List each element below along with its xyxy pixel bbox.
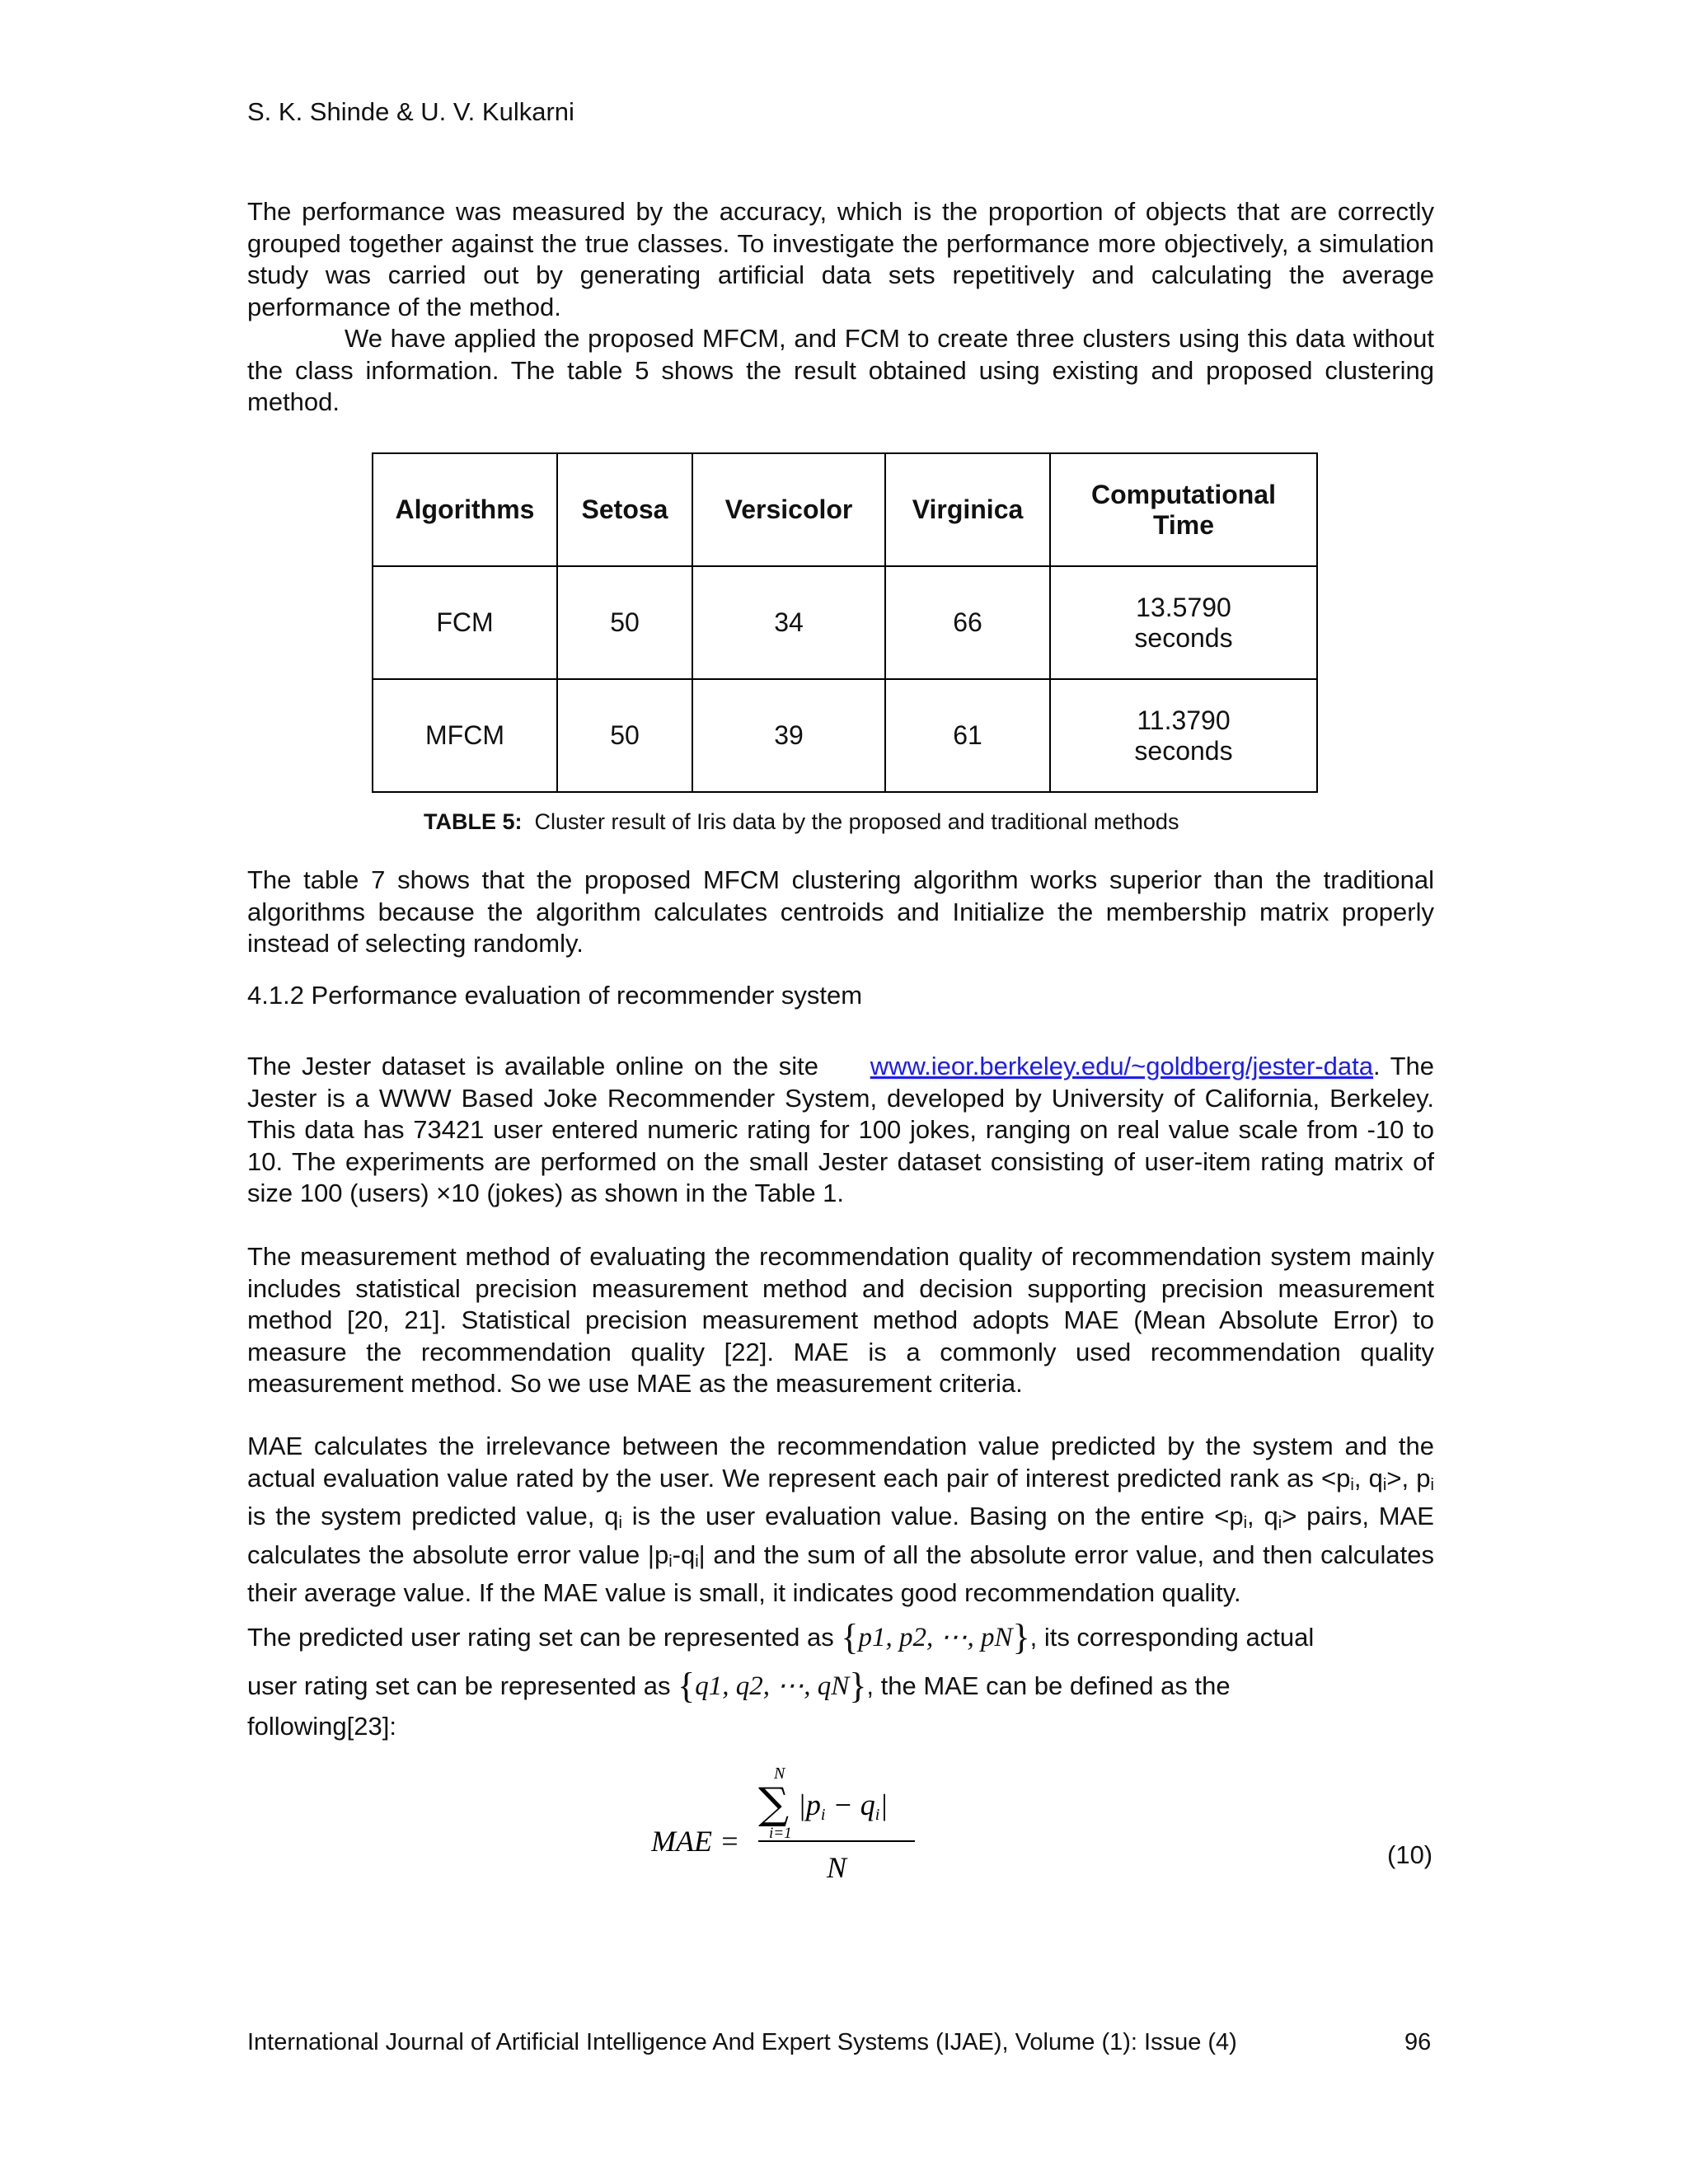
header-setosa: Setosa (557, 453, 692, 566)
running-header: S. K. Shinde & U. V. Kulkarni (247, 97, 574, 126)
predicted-set: {p1, p2, ⋯, pN} (841, 1617, 1030, 1657)
paragraph-applied-text: We have applied the proposed MFCM, and FCM to create three clusters using this data without the class information. The table 5 shows the result obtained using existing and proposed clustering method. (247, 324, 1434, 416)
sigma-icon: ∑ (758, 1779, 790, 1829)
paragraph-following: following[23]: (247, 1712, 396, 1741)
cell-time: 11.3790 seconds (1050, 679, 1317, 792)
section-heading: 4.1.2 Performance evaluation of recommender system (247, 981, 863, 1010)
cell-versicolor: 39 (692, 679, 885, 792)
cell-virginica: 61 (885, 679, 1050, 792)
mae-equation (651, 1754, 923, 1886)
equation-number: (10) (1387, 1840, 1433, 1869)
header-algorithms: Algorithms (373, 453, 557, 566)
header-versicolor: Versicolor (692, 453, 885, 566)
paragraph-predicted-set: The predicted user rating set can be represented as {p1, p2, ⋯, pN}, its corresponding actual (247, 1617, 1315, 1657)
paragraph-applied (247, 323, 1434, 419)
header-computational-time: Computational Time (1050, 453, 1317, 566)
journal-footer: International Journal of Artificial Intelligence And Expert Systems (IJAE), Volume (1): Issue (4) (247, 2029, 1237, 2055)
caption-text: Cluster result of Iris data by the proposed and traditional methods (534, 809, 1179, 834)
cell-virginica: 66 (885, 566, 1050, 679)
paragraph-mae: MAE calculates the irrelevance between the recommendation value predicted by the system and the actual evaluation value rated by the user. We represent each pair of interest predicted rank as $<p_i$, $q_i>$, $p_i$ is the system predicted value, $q_i$ is the user evaluation value. Basing on the entire $<p_i$, $q_i>$ pairs, MAE calculates the absolute error value $|p_i-q_i|$ and the sum of all the absolute error value, and then calculates their average value. If the MAE value is small, it indicates good recommendation quality. (247, 1432, 1434, 1607)
cell-setosa: 50 (557, 679, 692, 792)
equation-sum-bottom: i=1 (769, 1825, 792, 1842)
equation-numerator: |pi − qi| (798, 1788, 889, 1824)
table-caption (424, 809, 1179, 835)
results-table (372, 452, 1318, 793)
table-header-row (373, 453, 1317, 566)
equation-lhs: MAE = (651, 1825, 740, 1858)
paragraph-measurement: The measurement method of evaluating the recommendation quality of recommendation system mainly includes statistical precision measurement method and decision supporting precision measurement method [20, 21]. Statistical precision measurement method adopts MAE (Mean Absolute Error) to measure the recommendation quality [22]. MAE is a commonly used recommendation quality measurement method. So we use MAE as the measurement criteria. (247, 1242, 1434, 1398)
caption-label: TABLE 5: (424, 809, 523, 834)
paragraph-table7: The table 7 shows that the proposed MFCM clustering algorithm works superior than the traditional algorithms because the algorithm calculates centroids and Initialize the membership matrix properly instead of selecting randomly. (247, 865, 1434, 958)
table-row (373, 679, 1317, 792)
paragraph-actual-set: user rating set can be represented as {q1, q2, ⋯, qN}, the MAE can be defined as the (247, 1666, 1231, 1706)
page-number: 96 (1404, 2029, 1432, 2055)
paragraph-performance: The performance was measured by the accuracy, which is the proportion of objects that are correctly grouped together against the true classes. To investigate the performance more objectively, a simulation study was carried out by generating artificial data sets repetitively and calculating the average performance of the method. (247, 197, 1434, 321)
cell-algorithm: FCM (373, 566, 557, 679)
actual-set: {q1, q2, ⋯, qN} (678, 1666, 867, 1706)
header-virginica: Virginica (885, 453, 1050, 566)
jester-link[interactable]: www.ieor.berkeley.edu/~goldberg/jester-data (870, 1052, 1373, 1080)
cell-time: 13.5790 seconds (1050, 566, 1317, 679)
equation-denominator: N (827, 1851, 847, 1884)
cell-setosa: 50 (557, 566, 692, 679)
cell-algorithm: MFCM (373, 679, 557, 792)
times-symbol: × (436, 1179, 452, 1207)
paragraph-jester: The Jester dataset is available online on the site www.ieor.berkeley.edu/~goldberg/jester-data. The Jester is a WWW Based Joke Recommender System, developed by University of California, Berkeley. This data has 73421 user entered numeric rating for 100 jokes, ranging on real value scale from -10 to 10. The experiments are performed on the small Jester dataset consisting of user-item rating matrix of size 100 (users) ×10 (jokes) as shown in the Table 1. (247, 1052, 1434, 1207)
equation-sum-top: N (774, 1765, 785, 1783)
cell-versicolor: 34 (692, 566, 885, 679)
table-row (373, 566, 1317, 679)
